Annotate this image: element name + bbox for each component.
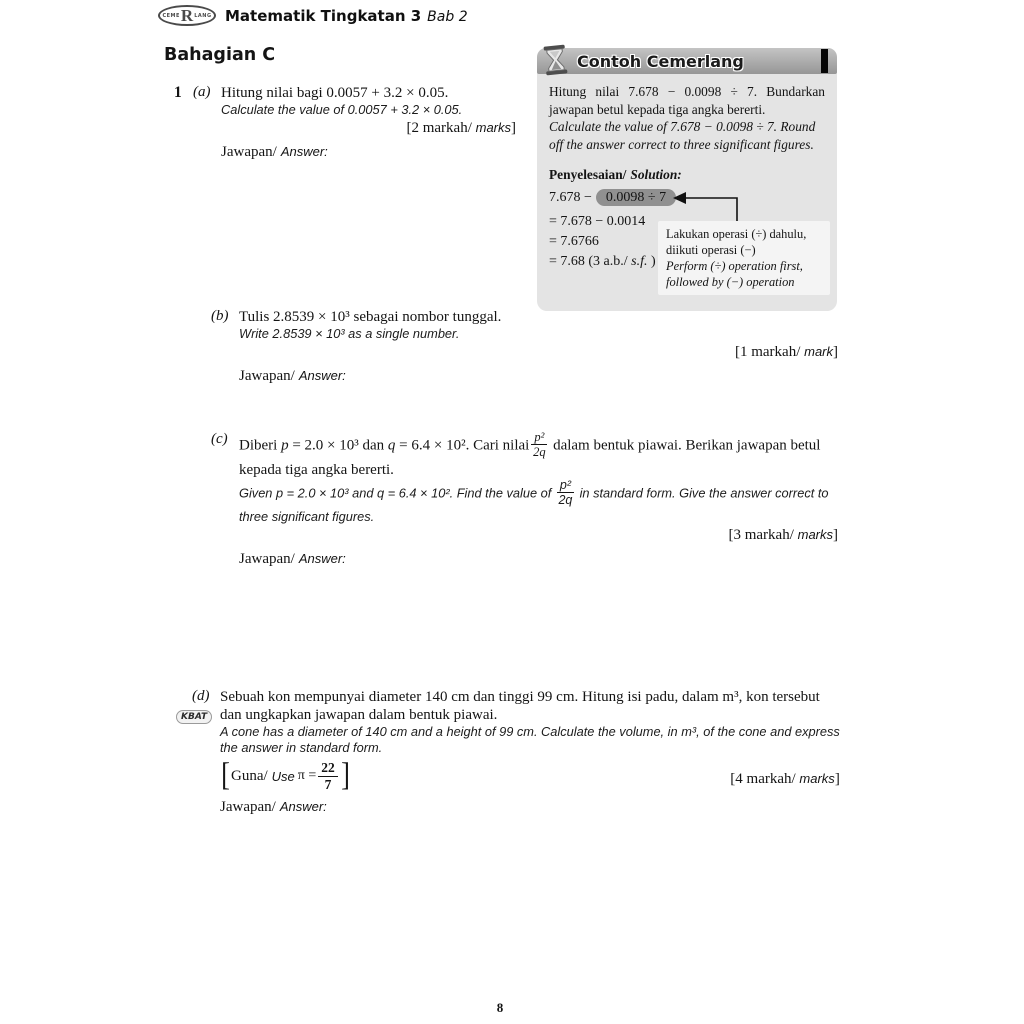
callout-note: [658, 221, 830, 295]
question-text-english: Write 2.8539 × 10³ as a single number.: [239, 326, 460, 341]
answer-label: Jawapan/ Answer:: [239, 550, 346, 567]
callout-english-1: Perform (÷) operation first,: [666, 258, 803, 273]
kbat-badge: KBAT: [176, 710, 212, 724]
solution-step-4: = 7.68 (3 a.b./ s.f. ): [549, 253, 656, 269]
example-box-header: [537, 48, 837, 74]
question-label-a: (a): [193, 84, 211, 100]
question-1b: [192, 308, 838, 385]
fraction: $\frac{\text{p²}}{2q}$: [533, 430, 546, 460]
hourglass-icon: [542, 44, 568, 76]
page-header: [158, 5, 468, 26]
question-label-d: (d): [192, 688, 210, 704]
highlight-pill: 0.0098 ÷ 7: [596, 189, 676, 207]
fraction: $\frac{\text{p²}}{2q}$: [558, 477, 573, 508]
section-title: Bahagian C: [164, 45, 276, 65]
book-title-text: Matematik Tingkatan 3: [225, 6, 422, 25]
example-box: [537, 48, 837, 311]
book-title: [225, 7, 468, 25]
header-end-bar: [821, 49, 828, 73]
logo-r: R: [180, 6, 194, 25]
callout-malay-1: Lakukan operasi (÷) dahulu,: [666, 226, 807, 241]
publisher-logo-icon: [158, 5, 216, 26]
question-text-malay-line1: Sebuah kon mempunyai diameter 140 cm dan tinggi 99 cm. Hitung isi padu, dalam m³, kon tersebut: [220, 689, 820, 705]
example-problem-malay: Hitung nilai 7.678 − 0.0098 ÷ 7. Bundarkan jawapan betul kepada tiga angka bererti.: [549, 84, 825, 117]
fraction: $\frac{22}{7}$: [318, 760, 338, 792]
question-text-malay-line2: dan ungkapkan jawapan dalam bentuk piawai.: [220, 707, 498, 723]
logo-right-text: LANG: [194, 12, 212, 19]
marks-label: [1 markah/ mark]: [734, 344, 838, 360]
logo-left-text: CEME: [162, 12, 180, 19]
page-number: 8: [496, 1000, 504, 1015]
answer-label: Jawapan/ Answer:: [220, 799, 327, 816]
question-1c: [192, 431, 838, 568]
question-text-english-line2: three significant figures.: [239, 508, 375, 524]
answer-label: Jawapan/ Answer:: [239, 368, 346, 384]
question-label-b: (b): [211, 308, 229, 324]
question-text-malay: Diberi p = 2.0 × 10³ dan q = 6.4 × 10². Cari nilai $\frac{\text{p²}}{2q}$ dalam bentuk piawai. Berikan jawapan betul: [239, 430, 821, 460]
use-pi-note: [ Guna/ Use π = $\frac{22}{7}$ ]: [221, 757, 350, 794]
question-text-malay: Tulis 2.8539 × 10³ sebagai nombor tunggal.: [239, 309, 502, 325]
question-text-english-line1: A cone has a diameter of 140 cm and a height of 99 cm. Calculate the volume, in m³, of the cone and express: [220, 724, 840, 739]
marks-label: [3 markah/ marks]: [728, 526, 838, 543]
question-text-english: Calculate the value of 0.0057 + 3.2 × 0.05.: [221, 102, 463, 117]
example-box-title: Contoh Cemerlang: [577, 51, 744, 71]
question-1d: [181, 688, 840, 816]
example-problem-english: Calculate the value of 7.678 − 0.0098 ÷ 7. Round off the answer correct to three significant figures.: [549, 119, 816, 152]
question-text-malay: Hitung nilai bagi 0.0057 + 3.2 × 0.05.: [221, 85, 449, 101]
chapter-label: Bab 2: [427, 8, 468, 25]
question-label-c: (c): [211, 431, 228, 447]
callout-malay-2: diikuti operasi (−): [666, 242, 756, 257]
solution-steps: [549, 189, 825, 301]
question-text-english-line2: the answer in standard form.: [220, 740, 383, 755]
marks-label: [2 markah/ marks]: [406, 120, 516, 136]
question-text-english: Given p = 2.0 × 10³ and q = 6.4 × 10². Find the value of $\frac{\text{p²}}{2q}$ in standard form. Give the answer correct to: [239, 477, 829, 508]
question-text-malay-line2: kepada tiga angka bererti.: [239, 461, 394, 478]
callout-english-2: followed by (−) operation: [666, 274, 795, 289]
question-1a: [174, 84, 516, 161]
question-number: 1: [174, 84, 182, 101]
solution-label: Penyelesaian/ Solution:: [549, 167, 682, 182]
solution-step-2: = 7.678 − 0.0014: [549, 213, 646, 229]
answer-label: Jawapan/ Answer:: [221, 144, 328, 160]
marks-label: [4 markah/ marks]: [730, 771, 840, 788]
solution-step-1: 7.678 − 0.0098 ÷ 7: [549, 189, 676, 207]
solution-step-3: = 7.6766: [549, 233, 599, 249]
